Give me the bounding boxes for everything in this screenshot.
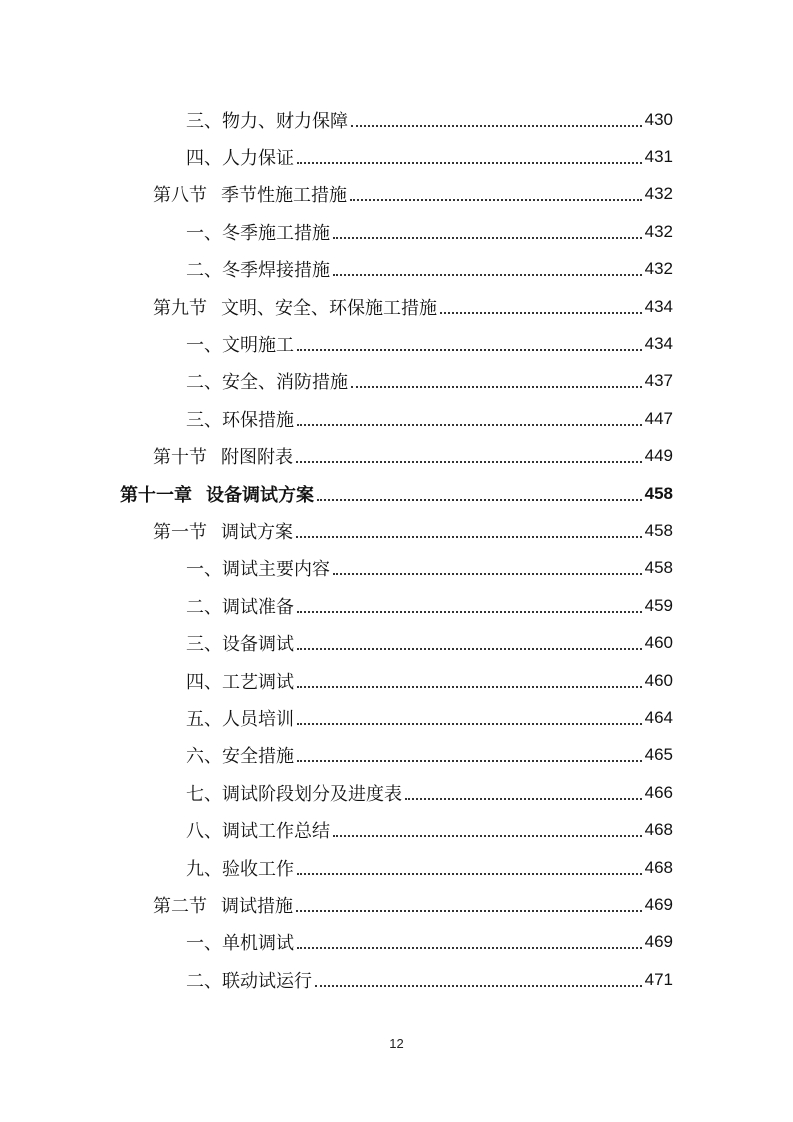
- toc-entry-page: 468: [644, 857, 673, 877]
- toc-entry-number: 一、: [186, 933, 222, 955]
- toc-entry-number: 二、: [186, 372, 222, 394]
- dot-leader: [350, 199, 642, 201]
- toc-entry[interactable]: [0, 924, 793, 961]
- toc-entry-page: 471: [644, 969, 673, 989]
- dot-leader: [333, 573, 642, 575]
- toc-entry-number: 二、: [186, 970, 222, 992]
- toc-entry-title: 单机调试: [222, 933, 294, 955]
- toc-entry[interactable]: [0, 961, 793, 998]
- dot-leader: [297, 760, 642, 762]
- toc-entry-title: 调试措施: [221, 895, 293, 917]
- dot-leader: [296, 910, 642, 912]
- toc-entry-title: 季节性施工措施: [221, 185, 347, 207]
- toc-entry-title: 调试方案: [221, 521, 293, 543]
- toc-entry-page: 434: [644, 334, 673, 354]
- toc-entry-page: 459: [644, 595, 673, 615]
- toc-entry[interactable]: [0, 101, 793, 138]
- toc-entry-number: 六、: [186, 746, 222, 768]
- toc-entry-number: 三、: [186, 409, 222, 431]
- dot-leader: [333, 835, 642, 837]
- toc-entry-page: 432: [644, 259, 673, 279]
- dot-leader: [297, 686, 642, 688]
- toc-entry-page: 449: [644, 446, 673, 466]
- toc-entry-number: 第十一章: [120, 484, 192, 506]
- toc-entry-number: 三、: [186, 110, 222, 132]
- toc-entry-title: 人员培训: [222, 708, 294, 730]
- toc-entry-number: 三、: [186, 634, 222, 656]
- toc-entry-page: 431: [644, 147, 673, 167]
- toc-entry-number: 第十节: [153, 447, 207, 469]
- toc-entry-page: 432: [644, 184, 673, 204]
- toc-entry-number: 一、: [186, 335, 222, 357]
- dot-leader: [317, 499, 642, 501]
- toc-entry[interactable]: [0, 774, 793, 811]
- toc-entry-number: 五、: [186, 708, 222, 730]
- toc-entry[interactable]: [0, 251, 793, 288]
- dot-leader: [297, 349, 642, 351]
- toc-entry-title: 人力保证: [222, 148, 294, 170]
- toc-entry-title: 环保措施: [222, 409, 294, 431]
- dot-leader: [296, 461, 642, 463]
- toc-entry[interactable]: [0, 662, 793, 699]
- toc-entry[interactable]: [0, 400, 793, 437]
- toc-entry[interactable]: [0, 624, 793, 661]
- dot-leader: [296, 536, 642, 538]
- toc-entry[interactable]: [0, 475, 793, 512]
- dot-leader: [297, 723, 642, 725]
- toc-entry-page: 434: [644, 296, 673, 316]
- toc-entry-number: 一、: [186, 222, 222, 244]
- dot-leader: [297, 424, 642, 426]
- toc-entry-title: 冬季施工措施: [222, 222, 330, 244]
- toc-entry-page: 458: [644, 520, 673, 540]
- toc-entry[interactable]: [0, 288, 793, 325]
- toc-entry-number: 一、: [186, 559, 222, 581]
- toc-entry-number: 八、: [186, 821, 222, 843]
- dot-leader: [405, 798, 642, 800]
- toc-entry-page: 447: [644, 408, 673, 428]
- toc-entry-number: 九、: [186, 858, 222, 880]
- dot-leader: [333, 274, 642, 276]
- toc-entry-page: 465: [644, 745, 673, 765]
- toc-entry-number: 第一节: [153, 521, 207, 543]
- toc-entry[interactable]: [0, 138, 793, 175]
- toc-entry-title: 调试准备: [222, 596, 294, 618]
- toc-entry-page: 458: [644, 483, 673, 503]
- toc-entry-title: 文明、安全、环保施工措施: [221, 297, 437, 319]
- page-number: 12: [389, 1036, 404, 1051]
- dot-leader: [315, 985, 642, 987]
- toc-entry[interactable]: [0, 849, 793, 886]
- toc-entry[interactable]: [0, 811, 793, 848]
- toc-entry-page: 430: [644, 109, 673, 129]
- dot-leader: [333, 237, 642, 239]
- dot-leader: [297, 947, 642, 949]
- toc-entry-title: 调试阶段划分及进度表: [222, 783, 402, 805]
- toc-entry-number: 四、: [186, 671, 222, 693]
- toc-entry-page: 460: [644, 670, 673, 690]
- toc-entry[interactable]: [0, 587, 793, 624]
- dot-leader: [297, 611, 642, 613]
- toc-entry[interactable]: [0, 363, 793, 400]
- toc-entry-number: 第八节: [153, 185, 207, 207]
- toc-entry-title: 安全、消防措施: [222, 372, 348, 394]
- toc-entry-page: 468: [644, 820, 673, 840]
- table-of-contents: [0, 101, 793, 998]
- toc-entry-title: 附图附表: [221, 447, 293, 469]
- toc-entry-number: 四、: [186, 148, 222, 170]
- toc-entry-number: 七、: [186, 783, 222, 805]
- dot-leader: [297, 162, 642, 164]
- toc-entry-number: 第二节: [153, 895, 207, 917]
- toc-entry-page: 437: [644, 371, 673, 391]
- toc-entry[interactable]: [0, 325, 793, 362]
- toc-entry-title: 验收工作: [222, 858, 294, 880]
- toc-entry[interactable]: [0, 699, 793, 736]
- toc-entry-title: 物力、财力保障: [222, 110, 348, 132]
- toc-entry[interactable]: [0, 550, 793, 587]
- toc-entry-number: 第九节: [153, 297, 207, 319]
- toc-entry-number: 二、: [186, 596, 222, 618]
- toc-entry-title: 安全措施: [222, 746, 294, 768]
- toc-entry-number: 二、: [186, 260, 222, 282]
- toc-entry-title: 调试工作总结: [222, 821, 330, 843]
- dot-leader: [440, 312, 642, 314]
- toc-entry[interactable]: [0, 512, 793, 549]
- toc-entry-title: 调试主要内容: [222, 559, 330, 581]
- toc-entry-page: 466: [644, 782, 673, 802]
- toc-entry[interactable]: [0, 438, 793, 475]
- toc-entry[interactable]: [0, 213, 793, 250]
- toc-entry-title: 设备调试: [222, 634, 294, 656]
- toc-entry-page: 432: [644, 221, 673, 241]
- dot-leader: [351, 386, 642, 388]
- toc-entry-page: 469: [644, 932, 673, 952]
- toc-entry-title: 冬季焊接措施: [222, 260, 330, 282]
- toc-entry-page: 458: [644, 558, 673, 578]
- toc-entry-title: 联动试运行: [222, 970, 312, 992]
- toc-entry-page: 469: [644, 894, 673, 914]
- dot-leader: [297, 648, 642, 650]
- toc-entry[interactable]: [0, 176, 793, 213]
- dot-leader: [297, 873, 642, 875]
- toc-entry-title: 工艺调试: [222, 671, 294, 693]
- toc-entry-title: 设备调试方案: [206, 484, 314, 506]
- toc-entry-page: 460: [644, 633, 673, 653]
- toc-entry[interactable]: [0, 737, 793, 774]
- toc-entry-title: 文明施工: [222, 335, 294, 357]
- toc-entry[interactable]: [0, 886, 793, 923]
- toc-entry-page: 464: [644, 707, 673, 727]
- dot-leader: [351, 125, 642, 127]
